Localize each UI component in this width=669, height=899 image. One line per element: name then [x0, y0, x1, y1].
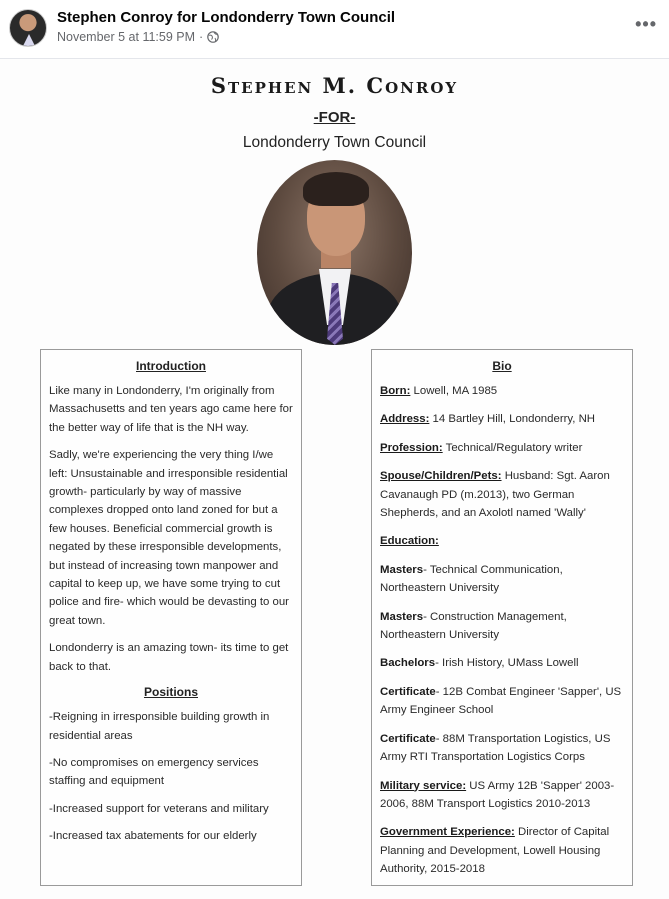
bio-family — [380, 467, 624, 522]
bio-label: Spouse/Children/Pets: — [380, 470, 502, 483]
degree-label: Certificate — [380, 685, 436, 698]
intro-paragraph: Londonderry is an amazing town- its time to get back to that. — [49, 642, 289, 673]
bio-address — [380, 410, 624, 428]
bio-label: Government Experience: — [380, 826, 515, 839]
bio-label: Profession: — [380, 441, 443, 454]
education-item — [380, 730, 624, 767]
education-item — [380, 654, 624, 672]
position-item: -Increased support for veterans and military — [49, 802, 269, 815]
degree-label: Masters — [380, 610, 424, 623]
intro-paragraph: Like many in Londonderry, I'm originally from Massachusetts and ten years ago came here for the better way of life that is the NH way. — [49, 385, 293, 434]
candidate-name: Stephen M. Conroy — [210, 73, 459, 98]
bio-value: US Army 12B 'Sapper' 2003-2006, 88M Transport Logistics 2010-2013 — [380, 779, 615, 810]
office-title: Londonderry Town Council — [242, 134, 427, 151]
introduction-box — [40, 349, 302, 886]
for-label: -FOR- — [313, 109, 356, 126]
bio-value: Husband: Sgt. Aaron Cavanaugh PD (m.2013), two German Shepherds, and an Axolotl named 'Wally' — [380, 470, 610, 520]
more-options-icon[interactable]: ••• — [635, 14, 657, 34]
meta-separator: · — [199, 30, 204, 44]
bio-profession — [380, 439, 624, 457]
globe-icon — [207, 31, 219, 43]
degree-label: Certificate — [380, 732, 436, 745]
post-meta — [57, 30, 219, 44]
degree-label: Masters — [380, 563, 424, 576]
positions-heading: Positions — [143, 685, 198, 700]
bio-label: Military service: — [380, 779, 467, 792]
bio-born — [380, 382, 624, 400]
introduction-heading: Introduction — [136, 359, 206, 373]
bio-label: Born: — [380, 385, 411, 397]
bio-value: Director of Capital Planning and Development, Lowell Housing Authority, 2015-2018 — [380, 826, 610, 876]
bio-value: 14 Bartley Hill, Londonderry, NH — [429, 413, 596, 426]
education-item — [380, 608, 624, 645]
position-item: -No compromises on emergency services staffing and equipment — [49, 756, 259, 788]
degree-value: - 88M Transportation Logistics, US Army RTI Transportation Logistics Corps — [380, 732, 611, 764]
degree-value: - Irish History, UMass Lowell — [435, 657, 579, 670]
bio-label: Education: — [380, 535, 439, 548]
bio-box — [371, 349, 633, 886]
position-item: -Reigning in irresponsible building growth in residential areas — [49, 711, 270, 742]
degree-value: - 12B Combat Engineer 'Sapper', US Army Engineer School — [380, 685, 622, 717]
degree-label: Bachelors — [380, 657, 436, 670]
bio-government — [380, 823, 624, 878]
bio-military — [380, 777, 624, 814]
education-item — [380, 683, 624, 720]
post-author[interactable]: Stephen Conroy for Londonderry Town Council — [57, 9, 396, 26]
bio-heading: Bio — [492, 359, 512, 373]
avatar[interactable] — [9, 9, 47, 47]
degree-value: - Construction Management, Northeastern University — [380, 610, 567, 642]
bio-value: Lowell, MA 1985 — [410, 385, 498, 397]
post-header — [0, 0, 669, 56]
degree-value: - Technical Communication, Northeastern University — [380, 563, 563, 595]
bio-value: Technical/Regulatory writer — [442, 441, 583, 454]
position-item: -Increased tax abatements for our elderly — [49, 830, 257, 843]
intro-paragraph: Sadly, we're experiencing the very thing I/we left: Unsustainable and irresponsible residential growth- particularly by way of massive complexes dropped onto land zoned for but a few houses. Beneficial commercial growth is negated by these irresponsible developments, but instead of increasing town manpower and capital to keep up, we have some trying to cut police and fire- which would be devasting to our great town. — [49, 449, 289, 627]
education-item — [380, 561, 624, 598]
bio-education-heading — [380, 532, 624, 550]
flyer-image[interactable] — [0, 58, 669, 899]
bio-label: Address: — [380, 413, 430, 426]
post-timestamp[interactable]: November 5 at 11:59 PM — [57, 30, 196, 44]
candidate-portrait — [257, 160, 412, 345]
